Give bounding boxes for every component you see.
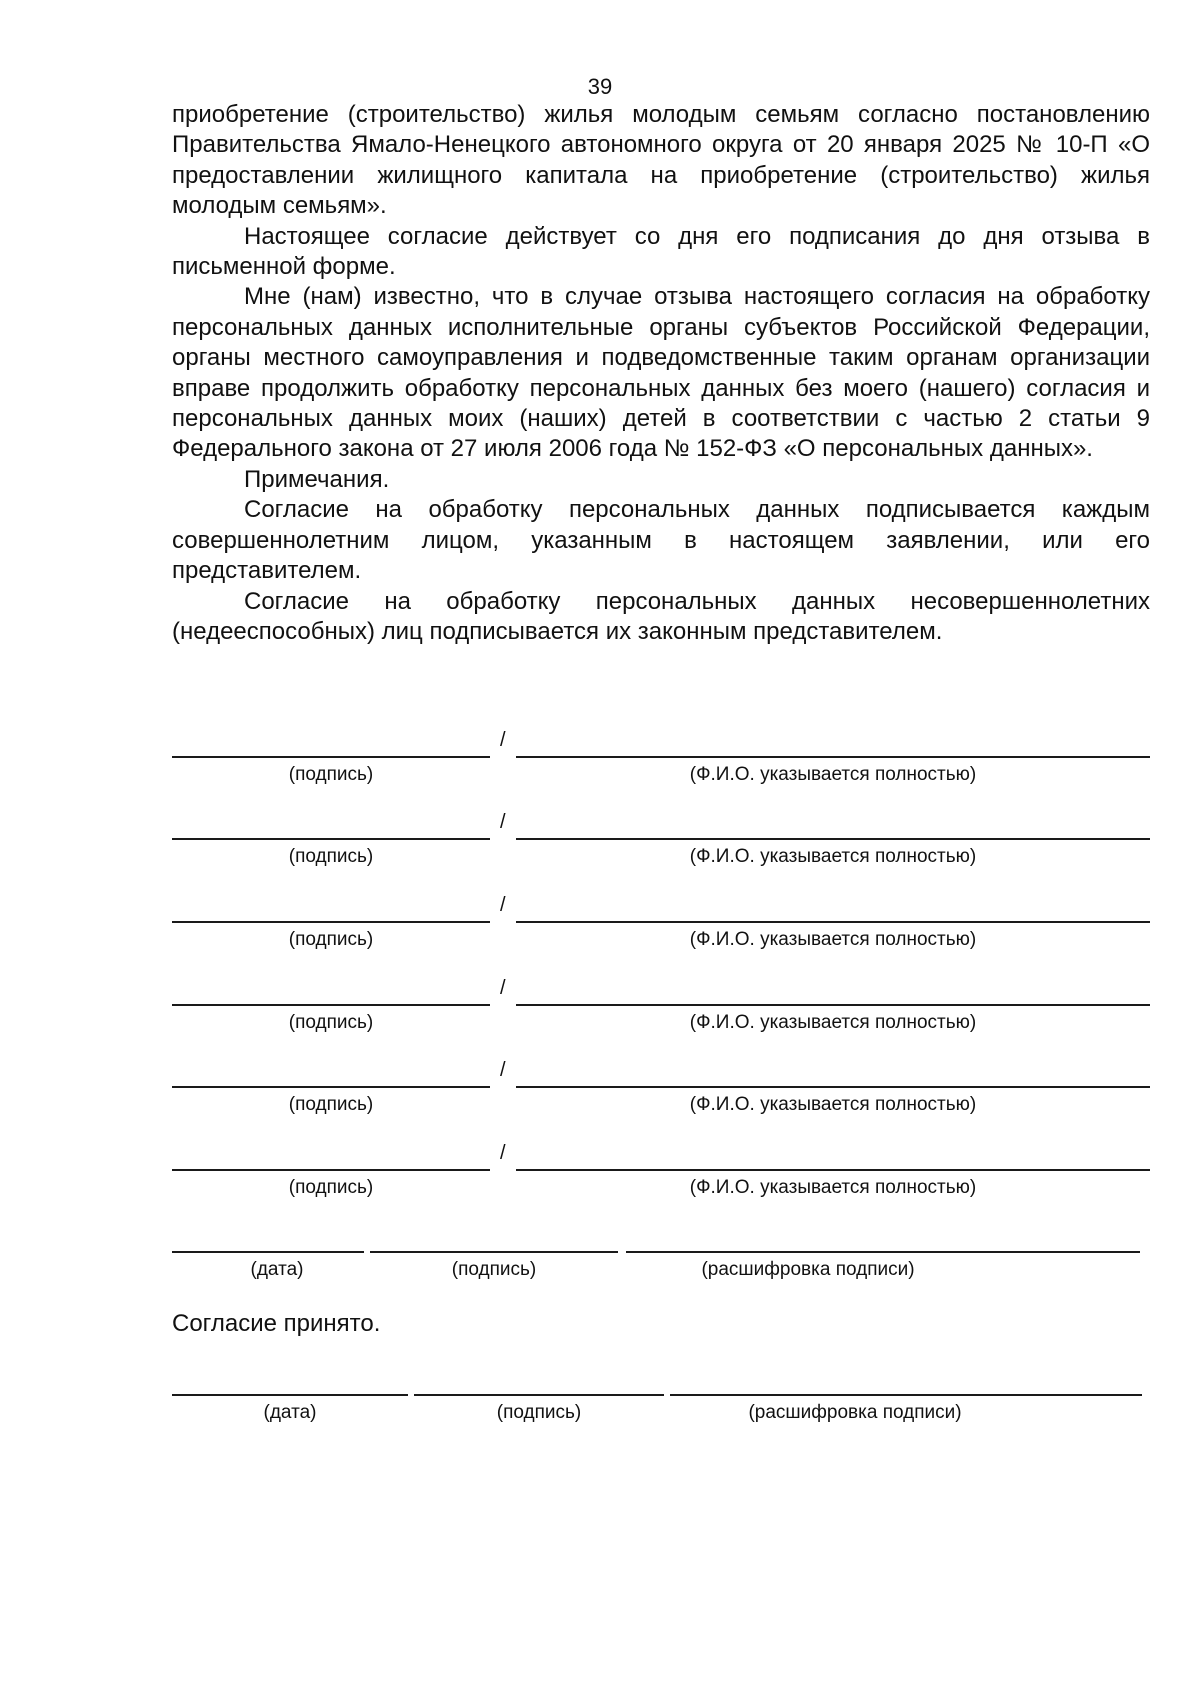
signature-line[interactable] <box>172 756 490 758</box>
signature-caption: (подпись) <box>288 764 374 785</box>
separator-slash: / <box>500 977 506 999</box>
signature-row <box>172 811 1150 898</box>
signature-caption: (подпись) <box>288 1094 374 1115</box>
date-line[interactable] <box>172 1394 408 1396</box>
full-name-line[interactable] <box>516 838 1150 840</box>
full-name-caption: (Ф.И.О. указывается полностью) <box>689 1094 977 1115</box>
signature-row <box>172 1059 1150 1146</box>
full-name-line[interactable] <box>516 921 1150 923</box>
signature-caption: (подпись) <box>288 1177 374 1198</box>
signature-line[interactable] <box>370 1251 618 1253</box>
paragraph-validity: Настоящее согласие действует со дня его подписания до дня отзыва в письменной форме. <box>172 222 1150 281</box>
signature-decoding-line[interactable] <box>626 1251 1140 1253</box>
date-line[interactable] <box>172 1251 364 1253</box>
signature-line[interactable] <box>172 1169 490 1171</box>
signature-decoding-caption: (расшифровка подписи) <box>748 1402 962 1423</box>
note-adults: Согласие на обработку персональных данных подписывается каждым совершеннолетним лицом, указанным в настоящем заявлении, или его представителем. <box>172 496 1150 585</box>
signature-caption: (подпись) <box>288 929 374 950</box>
signature-decoding-caption: (расшифровка подписи) <box>701 1259 915 1280</box>
full-name-line[interactable] <box>516 1169 1150 1171</box>
signature-caption: (подпись) <box>496 1402 582 1423</box>
full-name-caption: (Ф.И.О. указывается полностью) <box>689 1012 977 1033</box>
full-name-caption: (Ф.И.О. указывается полностью) <box>689 764 977 785</box>
full-name-line[interactable] <box>516 1086 1150 1088</box>
signature-caption: (подпись) <box>288 846 374 867</box>
full-name-caption: (Ф.И.О. указывается полностью) <box>689 929 977 950</box>
separator-slash: / <box>500 1142 506 1164</box>
full-name-caption: (Ф.И.О. указывается полностью) <box>689 846 977 867</box>
date-caption: (дата) <box>263 1402 317 1423</box>
separator-slash: / <box>500 894 506 916</box>
signature-row <box>172 894 1150 981</box>
consent-accepted-label: Согласие принято. <box>172 1310 381 1337</box>
full-name-caption: (Ф.И.О. указывается полностью) <box>689 1177 977 1198</box>
signature-row <box>172 1142 1150 1229</box>
paragraph-continuation: приобретение (строительство) жилья молодым семьям согласно постановлению Правительства Ямало-Ненецкого автономного округа от 20 января 2025 № 10-П «О предоставлении жилищного капитала на приобретение (строительство) жилья молодым семьям». <box>172 101 1150 220</box>
date-signature-block <box>172 1394 1150 1454</box>
full-name-line[interactable] <box>516 1004 1150 1006</box>
signature-line[interactable] <box>172 921 490 923</box>
signature-row <box>172 729 1150 816</box>
signature-row <box>172 977 1150 1064</box>
signature-line[interactable] <box>414 1394 664 1396</box>
signature-line[interactable] <box>172 1004 490 1006</box>
signature-line[interactable] <box>172 1086 490 1088</box>
page-number: 39 <box>587 74 613 99</box>
paragraph-withdrawal: Мне (нам) известно, что в случае отзыва настоящего согласия на обработку персональных данных исполнительные органы субъектов Российской Федерации, органы местного самоуправления и подведомственные таким органам организации вправе продолжить обработку персональных данных без моего (нашего) согласия и персональных данных моих (наших) детей в соответствии с частью 2 статьи 9 Федерального закона от 27 июля 2006 года № 152-ФЗ «О персональных данных». <box>172 283 1150 463</box>
document-body <box>172 100 1150 647</box>
notes-heading: Примечания. <box>244 465 390 493</box>
separator-slash: / <box>500 1059 506 1081</box>
date-signature-block <box>172 1251 1150 1311</box>
full-name-line[interactable] <box>516 756 1150 758</box>
signature-line[interactable] <box>172 838 490 840</box>
separator-slash: / <box>500 729 506 751</box>
date-caption: (дата) <box>250 1259 304 1280</box>
signature-caption: (подпись) <box>451 1259 537 1280</box>
note-minors: Согласие на обработку персональных данных несовершеннолетних (недееспособных) лиц подписывается их законным представителем. <box>172 587 1150 645</box>
separator-slash: / <box>500 811 506 833</box>
signature-caption: (подпись) <box>288 1012 374 1033</box>
signature-decoding-line[interactable] <box>670 1394 1142 1396</box>
